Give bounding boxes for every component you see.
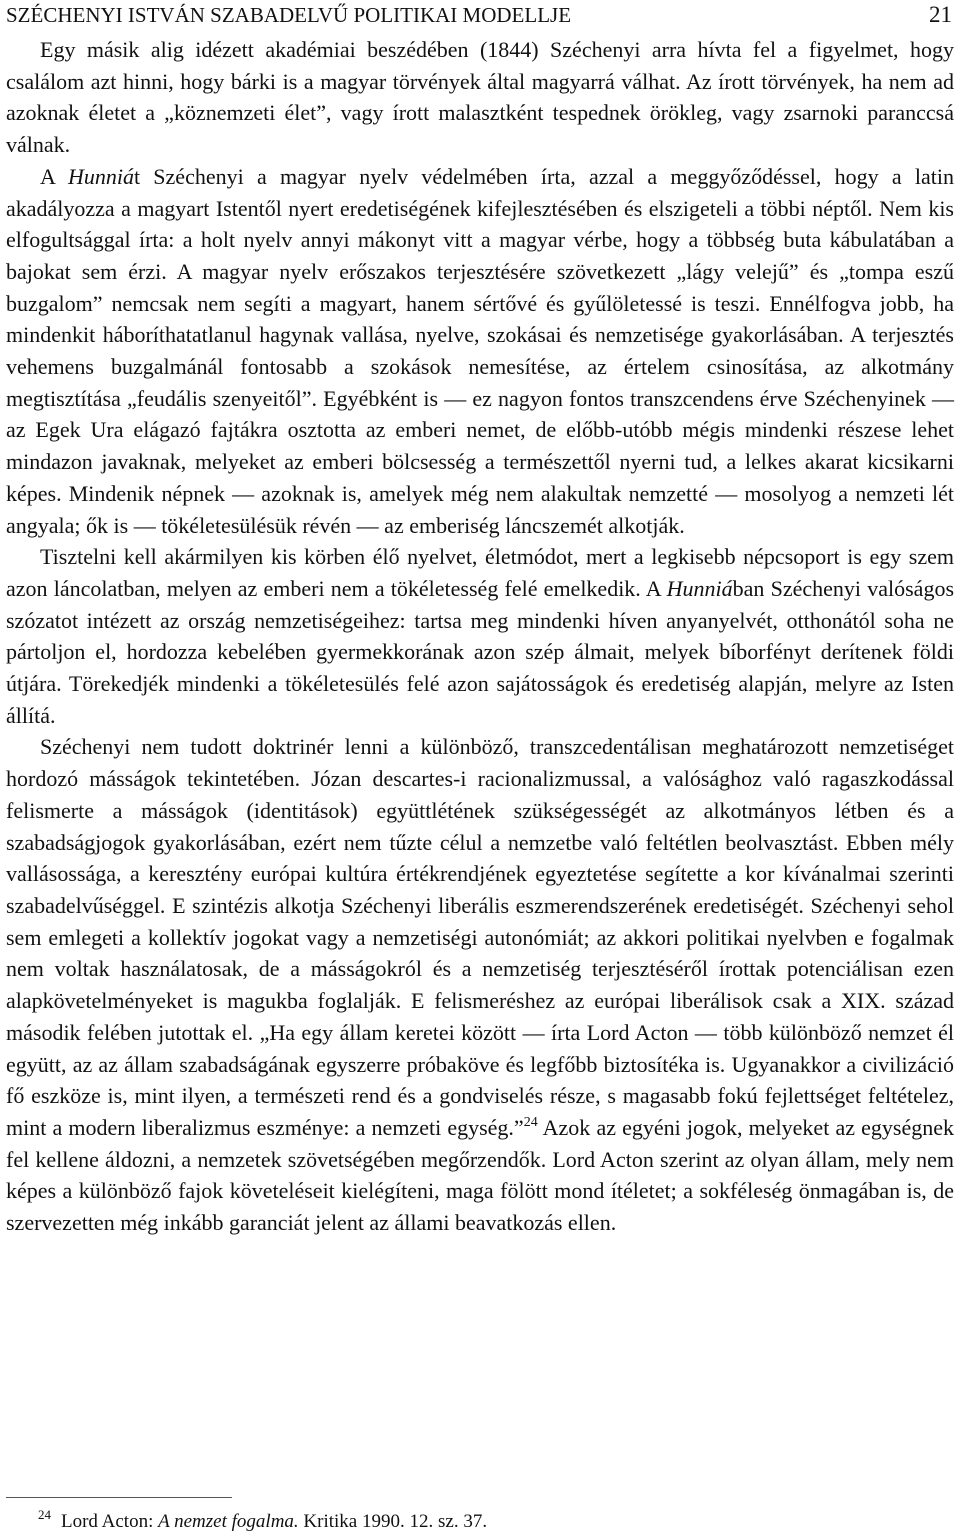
paragraph bbox=[6, 34, 954, 161]
paragraph bbox=[6, 541, 954, 731]
paragraph bbox=[6, 731, 954, 1238]
italic-title: Hunniá bbox=[666, 575, 733, 601]
footnote-separator bbox=[6, 1497, 232, 1498]
running-title: SZÉCHENYI ISTVÁN SZABADELVŰ POLITIKAI MODELLJE bbox=[6, 3, 572, 27]
footnote-number: 24 bbox=[38, 1507, 51, 1522]
page-number: 21 bbox=[929, 2, 952, 27]
footnote-title: A nemzet fogalma. bbox=[158, 1511, 299, 1532]
footnote bbox=[38, 1509, 487, 1535]
footnote-author: Lord Acton: bbox=[61, 1511, 159, 1532]
paragraph-text: Tisztelni kell akármilyen kis körben élő nyelvet, életmódot, mert a legkisebb népcsoport is egy szem azon láncolatban, melyen az emberi nem a tökéletesség felé emelkedik. A bbox=[6, 544, 954, 601]
footnote-source: Kritika 1990. 12. sz. 37. bbox=[298, 1511, 488, 1532]
body-text bbox=[6, 34, 954, 1239]
paragraph bbox=[6, 161, 954, 541]
footnote-reference: 24 bbox=[523, 1114, 538, 1130]
paragraph-text: Azok az egyéni jogok, melyeket az egységnek fel kellene áldozni, a nemzetek szövetségében megőrzendők. Lord Acton szerint az olyan állam, mely nem képes a különböző fajok követeléseit kielégíteni, maga fölött mond ítéletet; a sokféleség önmagában is, de szervezetten még inkább garanciát jelent az állami beavatkozás ellen. bbox=[6, 1114, 954, 1236]
paragraph-text: A bbox=[40, 163, 68, 189]
paragraph-text: Egy másik alig idézett akadémiai beszédében (1844) Széchenyi arra hívta fel a figyelmet, hogy csalálom azt hinni, hogy bárki is a magyar törvények által magyarrá válhat. Az írott törvények, ha nem ad azoknak életet a „köznemzeti élet”, vagy írott malasztként tespednek örökleg, vagy zsarnoki paranccsá válnak. bbox=[6, 37, 954, 158]
paragraph-text: ban Széchenyi valóságos szózatot intézett az ország nemzetiségeihez: tartsa meg mindenki híven anyanyelvét, otthonától soha ne pártoljon el, hordozza kebelében gyermekkorának azon szép álmait, melyek bíborfényt derítenek földi útjára. Törekedjék mindenki a tökéletesülés felé azon sajátosságok és eredetiség alapján, melyre az Isten állítá. bbox=[6, 575, 954, 728]
italic-title: Hunniá bbox=[67, 163, 134, 189]
running-header bbox=[6, 0, 952, 30]
paragraph-text: Széchenyi nem tudott doktrinér lenni a különböző, transzcedentálisan meghatározott nemzetiséget hordozó másságok tekintetében. Józan descartes-i racionalizmussal, a valósághoz való ragaszkodással felismerte a másságok (identitások) együttlétének szükségességét az alkotmányos létben és a szabadságjogok gyakorlásában, ezért nem tűzte célul a nemzetbe való feltétlen beolvasztást. Ebben mély vallásossága, a keresztény európai kultúra értékrendjének egyeztetése segítette a kor kívánalmai szerinti szabadelvűséggel. E szintézis alkotja Széchenyi liberális eszmerendszerének eredetiségét. Széchenyi sehol sem emlegeti a kollektív jogokat vagy a nemzetiségi autonómiát; az akkori politikai nyelvben e fogalmak nem voltak használatosak, de a másságokról és a nemzetiség terjesztéséről írottak potenciálisan ezen alapkövetelményeket is magukba foglalják. E felismeréshez az európai liberálisok csak a XIX. század második felében jutottak el. „Ha egy állam keretei között — írta Lord Acton — több különböző nemzet él együtt, az az állam szabadságának egyszerre próbaköve és legfőbb biztosítéka is. Ugyanakkor a civilizáció fő eszköze is, mint ilyen, a természeti rend és a gondviselés része, s magasabb fokú fejlettséget feltételez, mint a modern liberalizmus eszménye: a nemzeti egység.” bbox=[6, 734, 954, 1140]
paragraph-text: t Széchenyi a magyar nyelv védelmében írta, azzal a meggyőződéssel, hogy a latin akadályozza a magyart Istentől nyert eredetiségének kifejlesztésében és elszigeteli a többi néptől. Nem kis elfogultsággal írta: a holt nyelv annyi mákonyt vitt a magyar vérbe, hogy a többség buta kábulatában a bajokat sem érzi. A magyar nyelv erőszakos terjesztésére szövetkezett „lágy velejű” és „tompa eszű buzgalom” nemcsak nem segíti a magyart, hanem sértővé és gyűlöletessé is teszi. Ennélfogva jobb, ha mindenkit háboríthatatlanul hagynak vallása, nyelve, szokásai és nemzetisége gyakorlásában. A terjesztés vehemens buzgalmánál fontosabb a szokások nemesítése, az értelem csinosítása, az alkotmány megtisztítása „feudális szenyeitől”. Egyébként is — ez nagyon fontos transzcendens érve Széchenyinek — az Egek Ura elágazó fajtákra osztotta az emberi nemet, de előbb-utóbb mégis mindenki részese lehet mindazon javaknak, melyeket az emberi bölcsesség a természettől nyerni tud, a lelkes akarat kicsikarni képes. Mindenik népnek — azoknak is, amelyek még nem alakultak nemzetté — mosolyog a nemzeti lét angyala; ők is — tökéletesülésük révén — az emberiség láncszemét alkotják. bbox=[6, 163, 954, 538]
